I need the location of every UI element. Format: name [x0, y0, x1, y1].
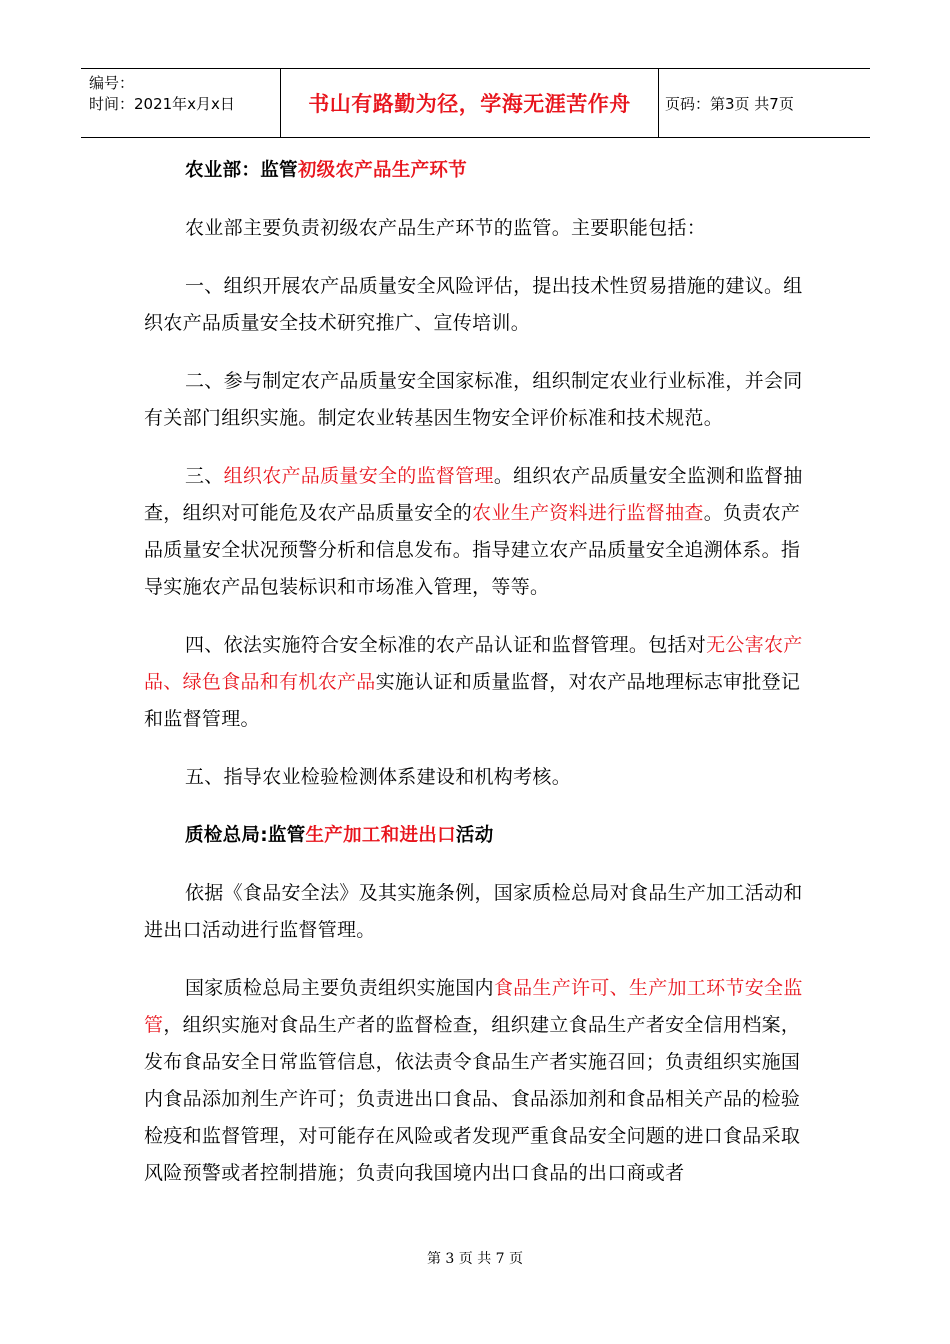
section-heading-agriculture: 农业部：监管初级农产品生产环节	[185, 160, 468, 181]
page-header	[81, 68, 870, 138]
header-page-info: 页码：第3页 共7页	[665, 94, 794, 113]
paragraph: 依据《食品安全法》及其实施条例，国家质检总局对食品生产加工活动和进出口活动进行监督管理。	[144, 882, 803, 941]
paragraph: 农业部主要负责初级农产品生产环节的监管。主要职能包括：	[185, 217, 707, 239]
section-heading-aqsiq: 质检总局:监管生产加工和进出口活动	[185, 825, 494, 846]
paragraph: 四、依法实施符合安全标准的农产品认证和监督管理。包括对无公害农产品、绿色食品和有机农产品实施认证和质量监督，对农产品地理标志审批登记和监督管理。	[144, 634, 803, 730]
time-label: 时间：2021年x月x日	[89, 95, 235, 113]
number-label: 编号：	[89, 74, 135, 92]
paragraph: 三、组织农产品质量安全的监督管理。组织农产品质量安全监测和监督抽查，组织对可能危及农产品质量安全的农业生产资料进行监督抽查。负责农产品质量安全状况预警分析和信息发布。指导建立农产品质量安全追溯体系。指导实施农产品包装标识和市场准入管理，等等。	[144, 465, 803, 598]
paragraph: 五、指导农业检验检测体系建设和机构考核。	[185, 766, 572, 788]
header-motto: 书山有路勤为径，学海无涯苦作舟	[281, 69, 659, 137]
document-body	[144, 152, 804, 1192]
paragraph: 二、参与制定农产品质量安全国家标准，组织制定农业行业标准，并会同有关部门组织实施。制定农业转基因生物安全评价标准和技术规范。	[144, 370, 803, 429]
paragraph: 一、组织开展农产品质量安全风险评估，提出技术性贸易措施的建议。组织农产品质量安全技术研究推广、宣传培训。	[144, 275, 803, 334]
paragraph: 国家质检总局主要负责组织实施国内食品生产许可、生产加工环节安全监管，组织实施对食品生产者的监督检查，组织建立食品生产者安全信用档案，发布食品安全日常监管信息，依法责令食品生产者实施召回；负责组织实施国内食品添加剂生产许可；负责进出口食品、食品添加剂和食品相关产品的检验检疫和监督管理，对可能存在风险或者发现严重食品安全问题的进口食品采取风险预警或者控制措施；负责向我国境内出口食品的出口商或者	[144, 977, 803, 1184]
page-footer: 第 3 页 共 7 页	[426, 1251, 524, 1267]
header-meta	[81, 69, 281, 137]
